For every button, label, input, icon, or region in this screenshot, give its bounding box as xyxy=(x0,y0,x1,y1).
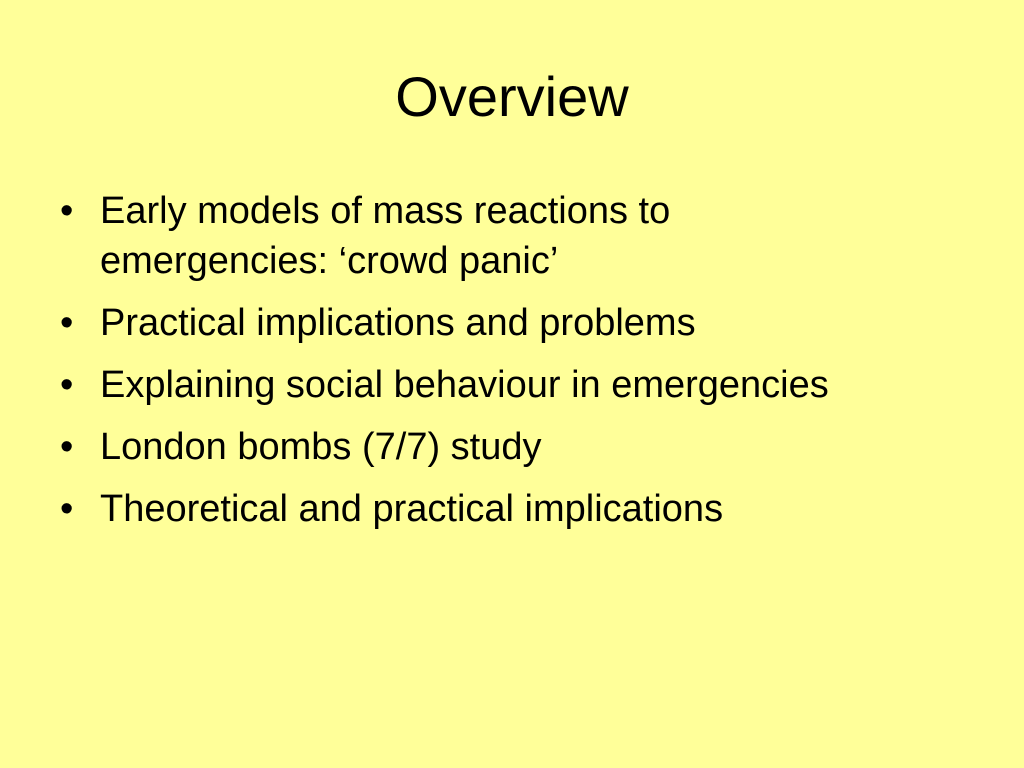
bullet-text: Theoretical and practical implications xyxy=(100,488,724,530)
bullet-icon: • xyxy=(60,302,74,344)
bullet-item xyxy=(60,484,860,534)
bullet-item xyxy=(60,422,860,472)
bullet-item xyxy=(60,298,860,348)
bullet-text: London bombs (7/7) study xyxy=(100,426,542,468)
bullet-item xyxy=(60,360,860,410)
bullet-icon: • xyxy=(60,488,74,530)
bullet-text: Explaining social behaviour in emergencies xyxy=(100,364,829,406)
bullet-icon: • xyxy=(60,426,74,468)
bullet-text: Early models of mass reactions to emergencies: ‘crowd panic’ xyxy=(100,190,671,282)
bullet-icon: • xyxy=(60,190,74,232)
slide-title: Overview xyxy=(395,65,629,128)
bullet-item xyxy=(60,186,860,286)
bullet-text: Practical implications and problems xyxy=(100,302,696,344)
bullet-icon: • xyxy=(60,364,74,406)
bullet-list xyxy=(60,186,860,546)
